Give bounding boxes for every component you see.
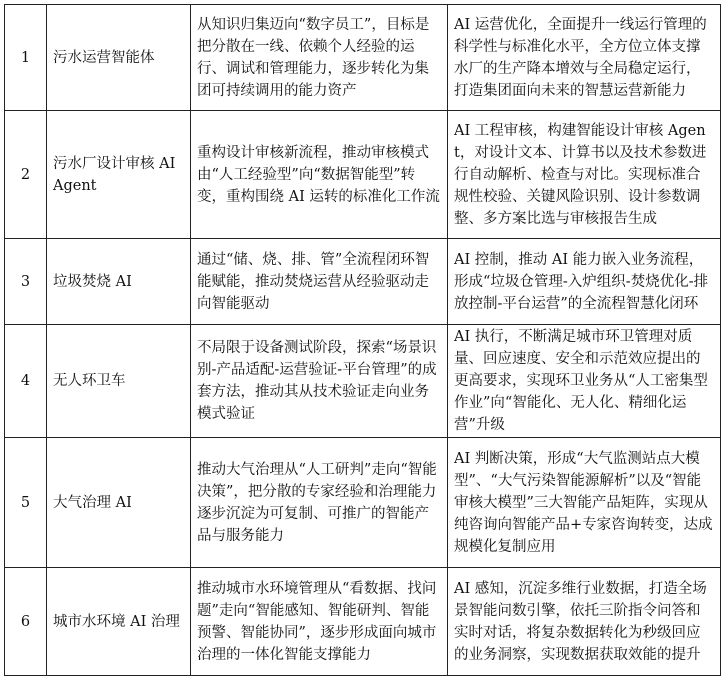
row-number: 5: [5, 438, 47, 568]
project-detail: AI 判断决策，形成“大气监测站点大模型”、“大气污染智能源解析”以及“智能审核大模型”三大智能产品矩阵，实现从纯咨询向智能产品+专家咨询转变，达成规模化复制应用: [448, 438, 721, 568]
project-description: 重构设计审核新流程，推动审核模式由“人工经验型”向“数据智能型”转变，重构围绕 AI 运转的标准化工作流: [191, 111, 448, 239]
project-detail: AI 工程审核，构建智能设计审核 Agent，对设计文本、计算书以及技术参数进行自动解析、检查与对比。实现标准合规性校验、关键风险识别、设计参数调整、多方案比选与审核报告生成: [448, 111, 721, 239]
row-number: 6: [5, 568, 47, 676]
project-description: 从知识归集迈向“数字员工”，目标是把分散在一线、依赖个人经验的运行、调试和管理能力，逐步转化为集团可持续调用的能力资产: [191, 5, 448, 111]
table-row: [5, 568, 721, 676]
project-name: 污水运营智能体: [47, 5, 191, 111]
project-name: 垃圾焚烧 AI: [47, 239, 191, 325]
row-number: 2: [5, 111, 47, 239]
project-detail: AI 感知，沉淀多维行业数据，打造全场景智能问数引擎，依托三阶指令问答和实时对话，将复杂数据转化为秒级回应的业务洞察，实现数据获取效能的提升: [448, 568, 721, 676]
row-number: 1: [5, 5, 47, 111]
project-name: 城市水环境 AI 治理: [47, 568, 191, 676]
table-row: [5, 111, 721, 239]
project-detail: AI 运营优化，全面提升一线运行管理的科学性与标准化水平，全方位立体支撑水厂的生产降本增效与全局稳定运行，打造集团面向未来的智慧运营新能力: [448, 5, 721, 111]
project-description: 推动大气治理从“人工研判”走向“智能决策”，把分散的专家经验和治理能力逐步沉淀为可复制、可推广的智能产品与服务能力: [191, 438, 448, 568]
project-name: 无人环卫车: [47, 325, 191, 438]
table-row: [5, 438, 721, 568]
row-number: 4: [5, 325, 47, 438]
project-description: 推动城市水环境管理从“看数据、找问题”走向“智能感知、智能研判、智能预警、智能协同”，逐步形成面向城市治理的一体化智能支撑能力: [191, 568, 448, 676]
table-row: [5, 5, 721, 111]
project-name: 大气治理 AI: [47, 438, 191, 568]
table-row: [5, 325, 721, 438]
project-table: [4, 4, 721, 676]
project-description: 不局限于设备测试阶段，探索“场景识别-产品适配-运营验证-平台管理”的成套方法，推动其从技术验证走向业务模式验证: [191, 325, 448, 438]
project-detail: AI 执行，不断满足城市环卫管理对质量、回应速度、安全和示范效应提出的更高要求，实现环卫业务从“人工密集型作业”向“智能化、无人化、精细化运营”升级: [448, 325, 721, 438]
row-number: 3: [5, 239, 47, 325]
table-row: [5, 239, 721, 325]
project-name: 污水厂设计审核 AI Agent: [47, 111, 191, 239]
project-description: 通过“储、烧、排、管”全流程闭环智能赋能，推动焚烧运营从经验驱动走向智能驱动: [191, 239, 448, 325]
project-detail: AI 控制，推动 AI 能力嵌入业务流程，形成“垃圾仓管理-入炉组织-焚烧优化-排放控制-平台运营”的全流程智慧化闭环: [448, 239, 721, 325]
